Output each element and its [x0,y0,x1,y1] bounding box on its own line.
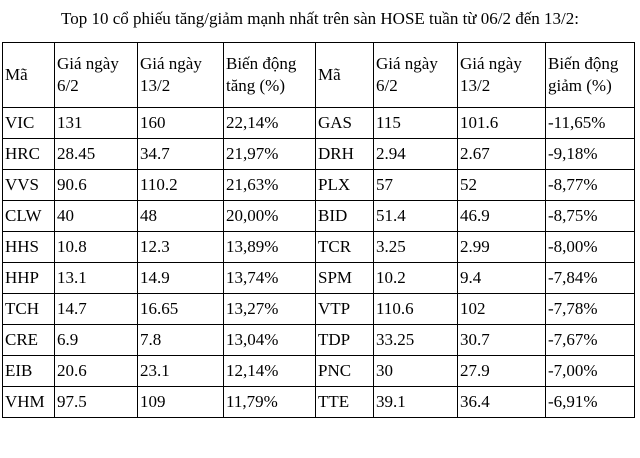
loser-change-cell: -7,78% [546,294,635,325]
loser-code-cell: PNC [316,356,374,387]
gainer-price-13-2-cell: 34.7 [138,139,224,170]
loser-price-6-2-cell: 30 [374,356,458,387]
gainer-change-cell: 21,97% [224,139,316,170]
table-row [3,387,635,418]
table-body [3,108,635,418]
loser-code-cell: GAS [316,108,374,139]
gainer-price-13-2-cell: 7.8 [138,325,224,356]
gainer-price-13-2-cell: 12.3 [138,232,224,263]
gainer-change-cell: 13,04% [224,325,316,356]
loser-price-6-2-cell: 110.6 [374,294,458,325]
loser-change-cell: -8,00% [546,232,635,263]
header-price-6-2-2: Giá ngày 6/2 [374,43,458,108]
loser-code-cell: TDP [316,325,374,356]
gainer-code-cell: EIB [3,356,55,387]
loser-change-cell: -7,00% [546,356,635,387]
gainer-code-cell: TCH [3,294,55,325]
loser-code-cell: VTP [316,294,374,325]
gainer-code-cell: HRC [3,139,55,170]
loser-price-6-2-cell: 10.2 [374,263,458,294]
stock-movers-table [2,42,635,418]
gainer-price-6-2-cell: 20.6 [55,356,138,387]
gainer-code-cell: VVS [3,170,55,201]
loser-change-cell: -8,75% [546,201,635,232]
loser-change-cell: -9,18% [546,139,635,170]
loser-change-cell: -8,77% [546,170,635,201]
loser-code-cell: PLX [316,170,374,201]
gainer-price-13-2-cell: 48 [138,201,224,232]
gainer-change-cell: 22,14% [224,108,316,139]
loser-code-cell: TTE [316,387,374,418]
table-row [3,170,635,201]
gainer-change-cell: 21,63% [224,170,316,201]
gainer-price-13-2-cell: 110.2 [138,170,224,201]
loser-price-13-2-cell: 46.9 [458,201,546,232]
loser-price-13-2-cell: 2.67 [458,139,546,170]
gainer-code-cell: CLW [3,201,55,232]
gainer-price-6-2-cell: 13.1 [55,263,138,294]
gainer-price-6-2-cell: 97.5 [55,387,138,418]
loser-code-cell: TCR [316,232,374,263]
gainer-price-6-2-cell: 131 [55,108,138,139]
gainer-change-cell: 12,14% [224,356,316,387]
gainer-price-6-2-cell: 90.6 [55,170,138,201]
loser-price-6-2-cell: 51.4 [374,201,458,232]
gainer-code-cell: VIC [3,108,55,139]
loser-code-cell: SPM [316,263,374,294]
gainer-code-cell: VHM [3,387,55,418]
loser-price-13-2-cell: 102 [458,294,546,325]
table-row [3,232,635,263]
loser-price-13-2-cell: 27.9 [458,356,546,387]
gainer-change-cell: 13,27% [224,294,316,325]
loser-change-cell: -7,84% [546,263,635,294]
table-row [3,139,635,170]
header-row [3,43,635,108]
gainer-change-cell: 13,89% [224,232,316,263]
gainer-price-13-2-cell: 23.1 [138,356,224,387]
table-row [3,108,635,139]
loser-code-cell: BID [316,201,374,232]
loser-price-6-2-cell: 57 [374,170,458,201]
loser-price-13-2-cell: 2.99 [458,232,546,263]
header-code: Mã [3,43,55,108]
table-caption: Top 10 cổ phiếu tăng/giảm mạnh nhất trên sàn HOSE tuần từ 06/2 đến 13/2: [61,9,579,28]
loser-price-13-2-cell: 101.6 [458,108,546,139]
gainer-price-6-2-cell: 6.9 [55,325,138,356]
header-change-down: Biến động giảm (%) [546,43,635,108]
gainer-code-cell: CRE [3,325,55,356]
loser-price-13-2-cell: 36.4 [458,387,546,418]
gainer-price-6-2-cell: 40 [55,201,138,232]
table-row [3,356,635,387]
loser-price-6-2-cell: 33.25 [374,325,458,356]
table-row [3,201,635,232]
header-change-up: Biến động tăng (%) [224,43,316,108]
table-row [3,294,635,325]
loser-price-13-2-cell: 30.7 [458,325,546,356]
loser-change-cell: -7,67% [546,325,635,356]
loser-code-cell: DRH [316,139,374,170]
loser-price-6-2-cell: 39.1 [374,387,458,418]
loser-price-6-2-cell: 2.94 [374,139,458,170]
loser-change-cell: -11,65% [546,108,635,139]
header-code-2: Mã [316,43,374,108]
loser-price-6-2-cell: 3.25 [374,232,458,263]
header-price-13-2-2: Giá ngày 13/2 [458,43,546,108]
gainer-price-6-2-cell: 10.8 [55,232,138,263]
gainer-price-13-2-cell: 14.9 [138,263,224,294]
gainer-change-cell: 11,79% [224,387,316,418]
table-row [3,263,635,294]
loser-price-13-2-cell: 52 [458,170,546,201]
table-row [3,325,635,356]
gainer-price-13-2-cell: 160 [138,108,224,139]
loser-price-6-2-cell: 115 [374,108,458,139]
gainer-change-cell: 20,00% [224,201,316,232]
gainer-code-cell: HHS [3,232,55,263]
gainer-price-13-2-cell: 109 [138,387,224,418]
gainer-price-6-2-cell: 28.45 [55,139,138,170]
loser-price-13-2-cell: 9.4 [458,263,546,294]
gainer-price-13-2-cell: 16.65 [138,294,224,325]
gainer-price-6-2-cell: 14.7 [55,294,138,325]
header-price-13-2: Giá ngày 13/2 [138,43,224,108]
gainer-code-cell: HHP [3,263,55,294]
gainer-change-cell: 13,74% [224,263,316,294]
header-price-6-2: Giá ngày 6/2 [55,43,138,108]
loser-change-cell: -6,91% [546,387,635,418]
